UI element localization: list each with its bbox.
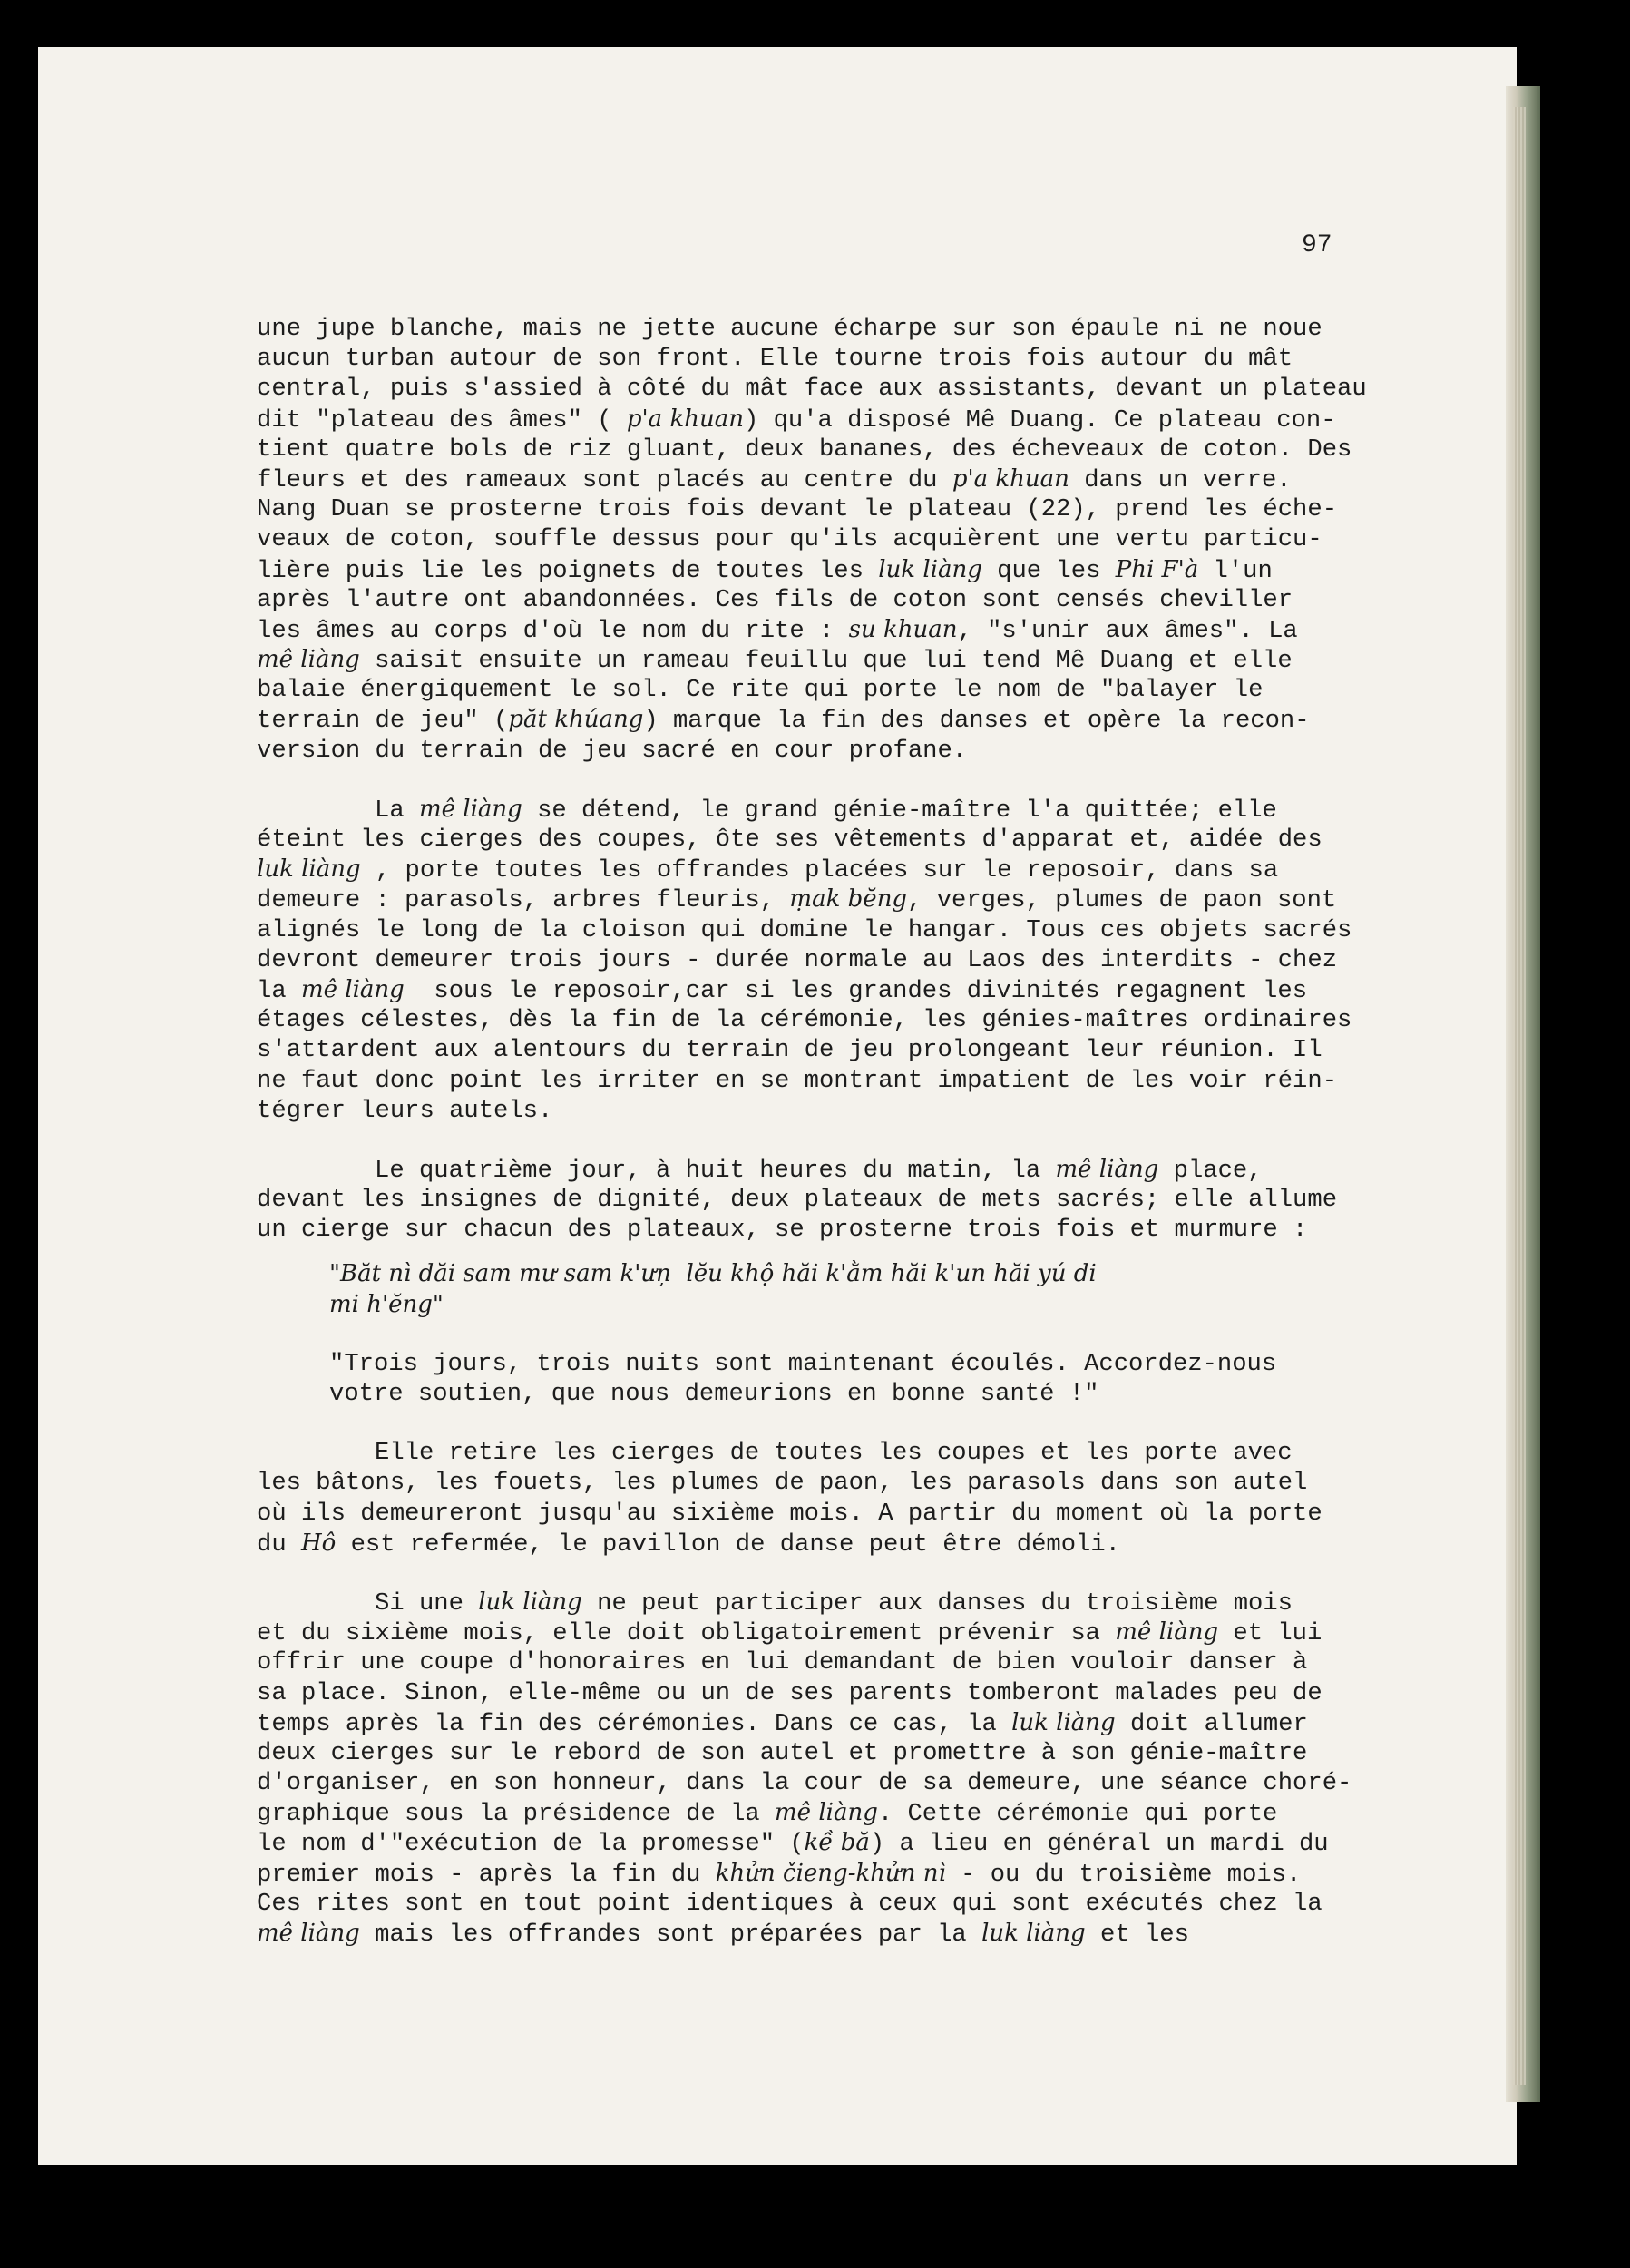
- text-run: tient quatre bols de riz gluant, deux bananes, des écheveaux de coton. Des: [257, 435, 1352, 464]
- italic-term: luk liàng: [1011, 1708, 1116, 1736]
- text-line: [257, 435, 1422, 464]
- text-run: - ou du troisième mois.: [945, 1860, 1302, 1889]
- text-line: [257, 945, 1422, 975]
- text-run: ) a lieu en général un mardi du: [869, 1830, 1329, 1859]
- paragraph-4: [257, 1438, 1422, 1559]
- verse-line: mi h'ĕng": [329, 1290, 444, 1318]
- text-run: ) qu'a disposé Mê Duang. Ce plateau con-: [743, 406, 1336, 435]
- text-run: deux cierges sur le rebord de son autel et promettre à son génie-maître: [257, 1738, 1308, 1767]
- text-run: ) marque la fin des danses et opère la recon-: [643, 707, 1310, 736]
- italic-term: khửn čieng-khửn nì: [715, 1859, 946, 1887]
- text-run: ne faut donc point les irriter en se montrant impatient de les voir réin-: [257, 1066, 1338, 1095]
- page-stack-texture: [1513, 107, 1526, 2085]
- text-run: Ces rites sont en tout point identiques à ceux qui sont exécutés chez la: [257, 1889, 1323, 1918]
- text-run: . Cette cérémonie qui porte: [877, 1800, 1278, 1829]
- italic-term: mê liàng: [418, 795, 522, 823]
- text-run: saisit ensuite un rameau feuillu que lui tend Mê Duang et elle: [359, 647, 1293, 676]
- italic-term: p'a khuan: [952, 464, 1069, 493]
- text-run: graphique sous la présidence de la: [257, 1800, 776, 1829]
- text-run: la: [257, 976, 301, 1005]
- italic-term: kề bă: [804, 1829, 870, 1857]
- text-run: d'organiser, en son honneur, dans la cour de sa demeure, une séance choré-: [257, 1769, 1352, 1798]
- text-line: [257, 374, 1422, 404]
- text-line: [257, 585, 1422, 615]
- text-run: les bâtons, les fouets, les plumes de paon, les parasols dans son autel: [257, 1469, 1308, 1498]
- text-run: terrain de jeu" (: [257, 707, 509, 736]
- verse-line: "Băt nì dăi sam mư sam k'ưn̦ lĕu khộ hăi k'ằm hăi k'un hăi yú di: [329, 1260, 1097, 1288]
- body-text: [257, 314, 1422, 1949]
- italic-term: mê liàng: [1115, 1618, 1219, 1647]
- text-run: du: [257, 1530, 301, 1559]
- text-line: [257, 314, 1422, 344]
- text-run: temps après la fin des cérémonies. Dans ce cas, la: [257, 1709, 1012, 1738]
- text-run: alignés le long de la cloison qui domine le hangar. Tous ces objets sacrés: [257, 915, 1352, 944]
- paragraph-5: [257, 1588, 1422, 1949]
- text-line: [257, 555, 1422, 585]
- text-line: [257, 405, 1422, 435]
- text-run: lière puis lie les poignets de toutes les: [257, 556, 879, 585]
- text-run: aucun turban autour de son front. Elle tourne trois fois autour du mât: [257, 345, 1293, 374]
- paragraph-2: [257, 795, 1422, 1126]
- text-line: [257, 675, 1422, 705]
- text-run: central, puis s'assied à côté du mât face aux assistants, devant un plateau: [257, 375, 1367, 404]
- text-run: , verges, plumes de paon sont: [907, 886, 1337, 915]
- text-line: [257, 915, 1422, 945]
- text-line: [257, 1768, 1422, 1798]
- text-run: offrir une coupe d'honoraires en lui demandant de bien vouloir danser à: [257, 1648, 1308, 1677]
- text-run: que les: [981, 556, 1116, 585]
- text-line: [257, 885, 1422, 914]
- text-line: [257, 1005, 1422, 1035]
- text-run: demeure : parasols, arbres fleuris,: [257, 886, 790, 915]
- text-line: [257, 1828, 1422, 1858]
- text-run: fleurs et des rameaux sont placés au centre du: [257, 465, 952, 494]
- text-run: l'un: [1198, 556, 1273, 585]
- text-run: devront demeurer trois jours - durée normale au Laos des interdits - chez: [257, 945, 1338, 974]
- text-line: [257, 1889, 1422, 1919]
- text-run: Elle retire les cierges de toutes les coupes et les porte avec: [375, 1439, 1293, 1468]
- text-run: Si une: [375, 1589, 479, 1618]
- text-line: [257, 795, 1422, 825]
- text-line: [257, 705, 1422, 735]
- text-run: se détend, le grand génie-maître l'a quittée; elle: [522, 796, 1277, 825]
- italic-term: luk liàng: [878, 555, 982, 583]
- text-line: [257, 1185, 1422, 1215]
- text-run: devant les insignes de dignité, deux plateaux de mets sacrés; elle allume: [257, 1186, 1338, 1215]
- text-line: [257, 1738, 1422, 1768]
- text-line: [257, 1678, 1422, 1708]
- paragraph-1: [257, 314, 1422, 766]
- text-line: [257, 1798, 1422, 1828]
- italic-term: mê liàng: [775, 1799, 878, 1827]
- text-line: [257, 1468, 1422, 1498]
- text-run: , "s'unir aux âmes". La: [957, 616, 1298, 645]
- text-line: [257, 464, 1422, 494]
- text-line: [257, 524, 1422, 554]
- text-line: [257, 1919, 1422, 1949]
- lao-verse: [257, 1259, 1422, 1319]
- text-line: [257, 1859, 1422, 1889]
- text-run: La: [375, 796, 419, 825]
- text-run: veaux de coton, souffle dessus pour qu'ils acquièrent une vertu particu-: [257, 525, 1323, 554]
- text-run: et les: [1085, 1921, 1189, 1949]
- text-line: [257, 1438, 1422, 1468]
- italic-term: Hô: [300, 1529, 337, 1557]
- text-run: après l'autre ont abandonnées. Ces fils de coton sont censés cheviller: [257, 585, 1293, 614]
- italic-term: p'a khuan: [626, 405, 744, 433]
- italic-term: Phi F'à: [1115, 555, 1199, 583]
- italic-term: su khuan: [848, 615, 958, 643]
- text-line: [257, 1588, 1422, 1618]
- text-run: Le quatrième jour, à huit heures du matin, la: [375, 1156, 1056, 1185]
- text-line: [257, 1499, 1422, 1529]
- text-run: dit "plateau des âmes" (: [257, 406, 627, 435]
- translation-line: "Trois jours, trois nuits sont maintenant écoulés. Accordez-nous: [329, 1349, 1277, 1378]
- text-run: et du sixième mois, elle doit obligatoirement prévenir sa: [257, 1619, 1116, 1648]
- text-run: ne peut participer aux danses du troisième mois: [581, 1589, 1293, 1618]
- italic-term: mê liàng: [1055, 1155, 1159, 1183]
- translation-line: votre soutien, que nous demeurions en bonne santé !": [329, 1380, 1099, 1408]
- text-run: sa place. Sinon, elle-même ou un de ses parents tomberont malades peu de: [257, 1678, 1323, 1707]
- text-run: doit allumer: [1115, 1709, 1308, 1738]
- text-run: les âmes au corps d'où le nom du rite :: [257, 616, 849, 645]
- text-run: dans un verre.: [1069, 465, 1292, 494]
- text-run: et lui: [1218, 1619, 1323, 1648]
- text-run: place,: [1158, 1156, 1263, 1185]
- text-run: balaie énergiquement le sol. Ce rite qui porte le nom de "balayer le: [257, 676, 1264, 705]
- text-line: [257, 1035, 1422, 1065]
- text-line: [257, 825, 1422, 855]
- text-line: [257, 1155, 1422, 1185]
- italic-term: ṃak bĕng: [789, 885, 908, 914]
- text-line: [257, 1215, 1422, 1245]
- text-line: [257, 645, 1422, 675]
- text-run: le nom d'"exécution de la promesse" (: [257, 1830, 805, 1859]
- text-run: sous le reposoir,car si les grandes divinités regagnent les: [404, 976, 1308, 1005]
- italic-term: luk liàng: [257, 855, 361, 884]
- text-line: [257, 1529, 1422, 1559]
- text-run: , porte toutes les offrandes placées sur le reposoir, dans sa: [360, 856, 1279, 885]
- text-line: [257, 1708, 1422, 1738]
- text-run: premier mois - après la fin du: [257, 1860, 716, 1889]
- italic-term: luk liàng: [478, 1588, 582, 1616]
- paragraph-3: [257, 1155, 1422, 1246]
- text-run: éteint les cierges des coupes, ôte ses vêtements d'apparat et, aidée des: [257, 826, 1323, 854]
- text-line: [257, 1096, 1422, 1126]
- italic-term: păt khúang: [508, 706, 644, 734]
- text-run: version du terrain de jeu sacré en cour profane.: [257, 736, 968, 765]
- text-line: [257, 975, 1422, 1005]
- text-line: [257, 1066, 1422, 1096]
- text-line: [257, 855, 1422, 885]
- verse-translation: [257, 1349, 1422, 1409]
- italic-term: mê liàng: [300, 975, 405, 1003]
- text-line: [257, 615, 1422, 645]
- text-line: [257, 736, 1422, 766]
- text-run: étages célestes, dès la fin de la cérémonie, les génies-maîtres ordinaires: [257, 1006, 1352, 1035]
- text-line: [257, 1647, 1422, 1677]
- text-run: mais les offrandes sont préparées par la: [359, 1921, 982, 1949]
- text-run: où ils demeureront jusqu'au sixième mois. A partir du moment où la porte: [257, 1499, 1323, 1528]
- text-run: est refermée, le pavillon de danse peut être démoli.: [336, 1530, 1120, 1559]
- text-run: Nang Duan se prosterne trois fois devant le plateau (22), prend les éche-: [257, 495, 1338, 524]
- italic-term: mê liàng: [257, 1920, 360, 1947]
- text-run: une jupe blanche, mais ne jette aucune écharpe sur son épaule ni ne noue: [257, 315, 1323, 343]
- text-run: un cierge sur chacun des plateaux, se prosterne trois fois et murmure :: [257, 1216, 1308, 1245]
- text-run: tégrer leurs autels.: [257, 1096, 553, 1125]
- text-line: [257, 494, 1422, 524]
- text-run: s'attardent aux alentours du terrain de jeu prolongeant leur réunion. Il: [257, 1036, 1323, 1065]
- italic-term: mê liàng: [257, 646, 360, 674]
- page-number: 97: [1302, 231, 1332, 259]
- text-line: [257, 1618, 1422, 1647]
- italic-term: luk liàng: [981, 1920, 1086, 1947]
- text-line: [257, 344, 1422, 374]
